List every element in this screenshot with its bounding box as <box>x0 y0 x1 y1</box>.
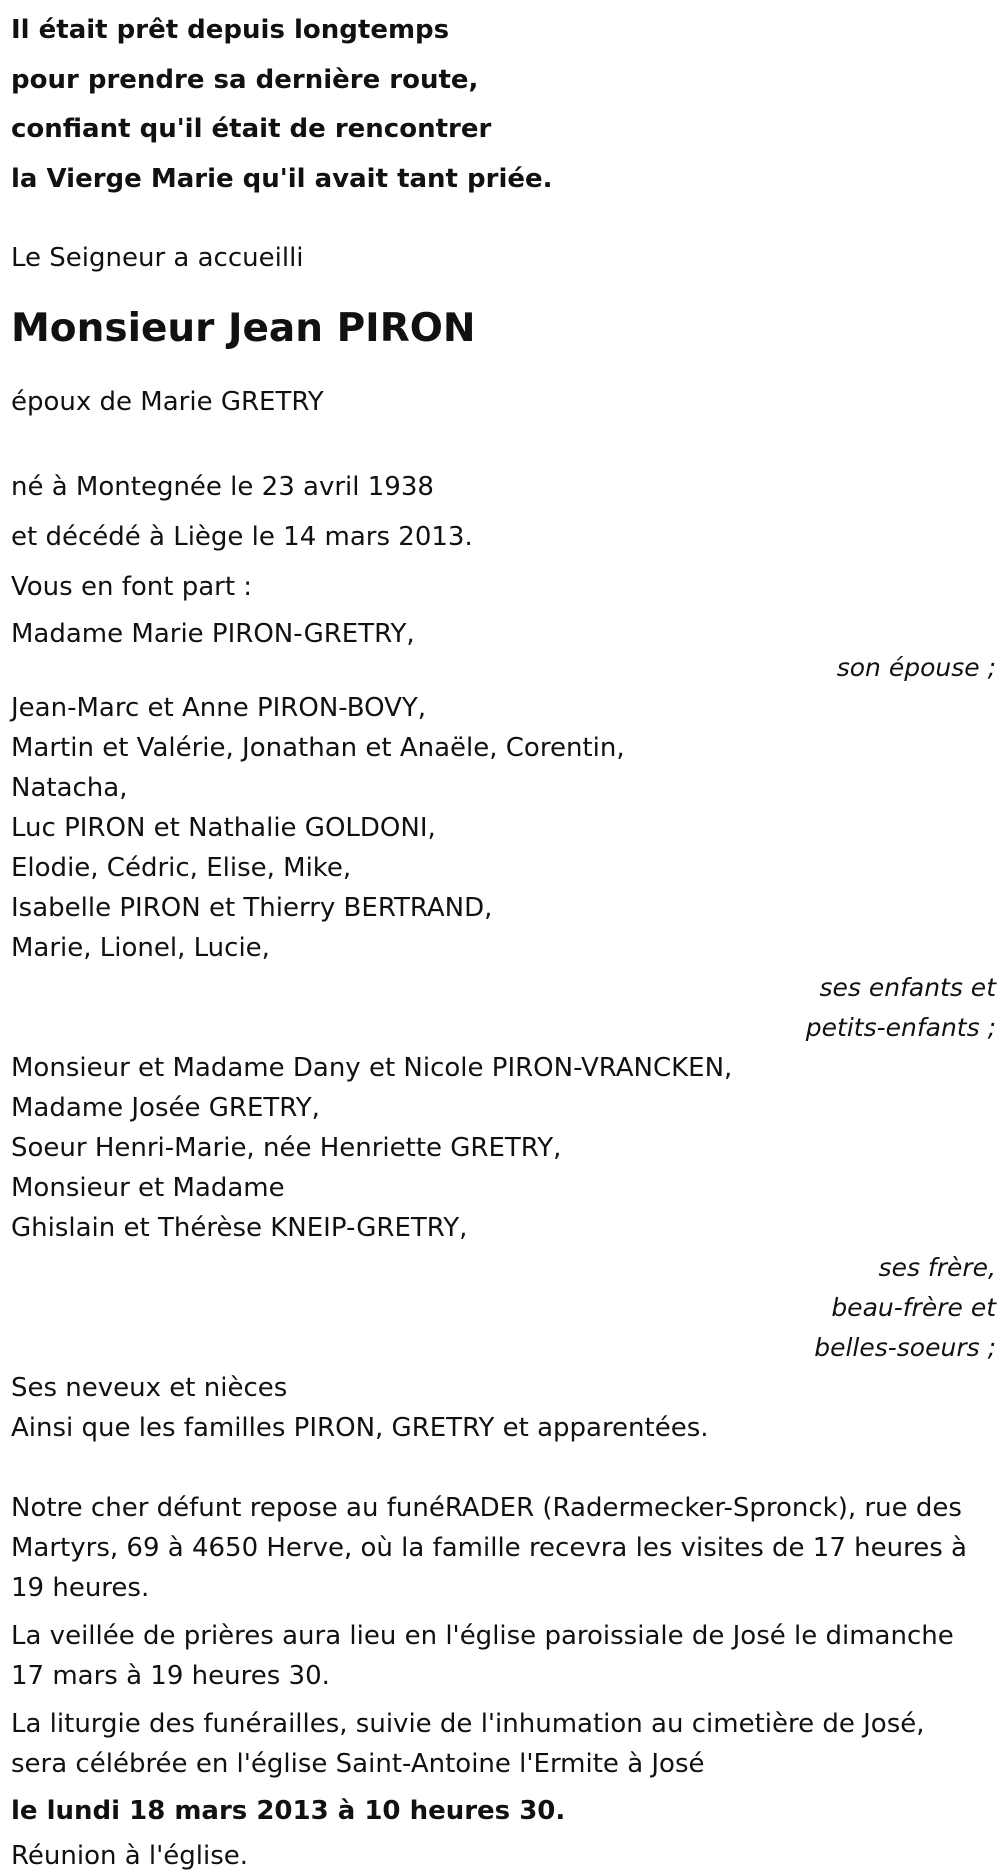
nephews-line: Ses neveux et nièces <box>11 1373 288 1403</box>
liturgy-paragraph: La liturgie des funérailles, suivie de l'inhumation au cimetière de José, sera célébrée en l'église Saint-Antoine l'Ermite à José <box>11 1709 925 1779</box>
family-group-siblings <box>11 1048 996 1368</box>
spouse-line: époux de Marie GRETRY <box>11 387 324 417</box>
family-member-line: Ghislain et Thérèse KNEIP-GRETRY, <box>11 1213 468 1243</box>
relation-text: petits-enfants ; <box>805 1013 996 1042</box>
family-member-line: Soeur Henri-Marie, née Henriette GRETRY, <box>11 1133 562 1163</box>
family-member-line: Marie, Lionel, Lucie, <box>11 933 270 963</box>
family-member-line: Luc PIRON et Nathalie GOLDONI, <box>11 813 436 843</box>
family-group-spouse <box>11 614 996 688</box>
family-member-line: Martin et Valérie, Jonathan et Anaële, Corentin, <box>11 733 625 763</box>
family-member-line: Elodie, Cédric, Elise, Mike, <box>11 853 352 883</box>
poem-line: pour prendre sa dernière route, <box>11 64 479 95</box>
relation-label <box>11 1248 996 1368</box>
poem-line: la Vierge Marie qu'il avait tant priée. <box>11 163 553 194</box>
vigil-paragraph: La veillée de prières aura lieu en l'église paroissiale de José le dimanche 17 mars à 19 heures 30. <box>11 1621 954 1691</box>
family-group-children <box>11 688 996 1048</box>
poem-line: Il était prêt depuis longtemps <box>11 15 450 45</box>
intro-line: Le Seigneur a accueilli <box>11 243 304 273</box>
family-member-line: Jean-Marc et Anne PIRON-BOVY, <box>11 693 427 723</box>
family-member-line: Madame Marie PIRON-GRETRY, <box>11 619 415 649</box>
family-member-line: Monsieur et Madame Dany et Nicole PIRON-VRANCKEN, <box>11 1053 733 1083</box>
deceased-name: Monsieur Jean PIRON <box>11 306 476 351</box>
opening-poem <box>11 6 996 204</box>
obituary-notice <box>11 0 996 1876</box>
relation-text: ses frère, <box>878 1253 996 1282</box>
relation-label <box>11 648 996 688</box>
family-member-line: Madame Josée GRETRY, <box>11 1093 320 1123</box>
extended-family <box>11 1368 996 1448</box>
relation-text: son épouse ; <box>836 653 996 682</box>
relation-label <box>11 968 996 1048</box>
relation-text: belles-soeurs ; <box>814 1333 996 1362</box>
poem-line: confiant qu'il était de rencontrer <box>11 114 492 144</box>
family-member-line: Monsieur et Madame <box>11 1173 285 1203</box>
death-line: et décédé à Liège le 14 mars 2013. <box>11 522 473 552</box>
family-member-line: Natacha, <box>11 773 128 803</box>
relation-text: ses enfants et <box>819 973 996 1002</box>
reunion-line: Réunion à l'église. <box>11 1841 249 1871</box>
relation-text: beau-frère et <box>831 1293 996 1322</box>
funeral-date: le lundi 18 mars 2013 à 10 heures 30. <box>11 1796 566 1826</box>
family-member-line: Isabelle PIRON et Thierry BERTRAND, <box>11 893 493 923</box>
rest-paragraph: Notre cher défunt repose au funéRADER (Radermecker-Spronck), rue des Martyrs, 69 à 4650 Herve, où la famille recevra les visites de 17 heures à 19 heures. <box>11 1493 967 1603</box>
announcement-line: Vous en font part : <box>11 572 253 602</box>
birth-line: né à Montegnée le 23 avril 1938 <box>11 472 434 502</box>
families-line: Ainsi que les familles PIRON, GRETRY et apparentées. <box>11 1413 709 1443</box>
